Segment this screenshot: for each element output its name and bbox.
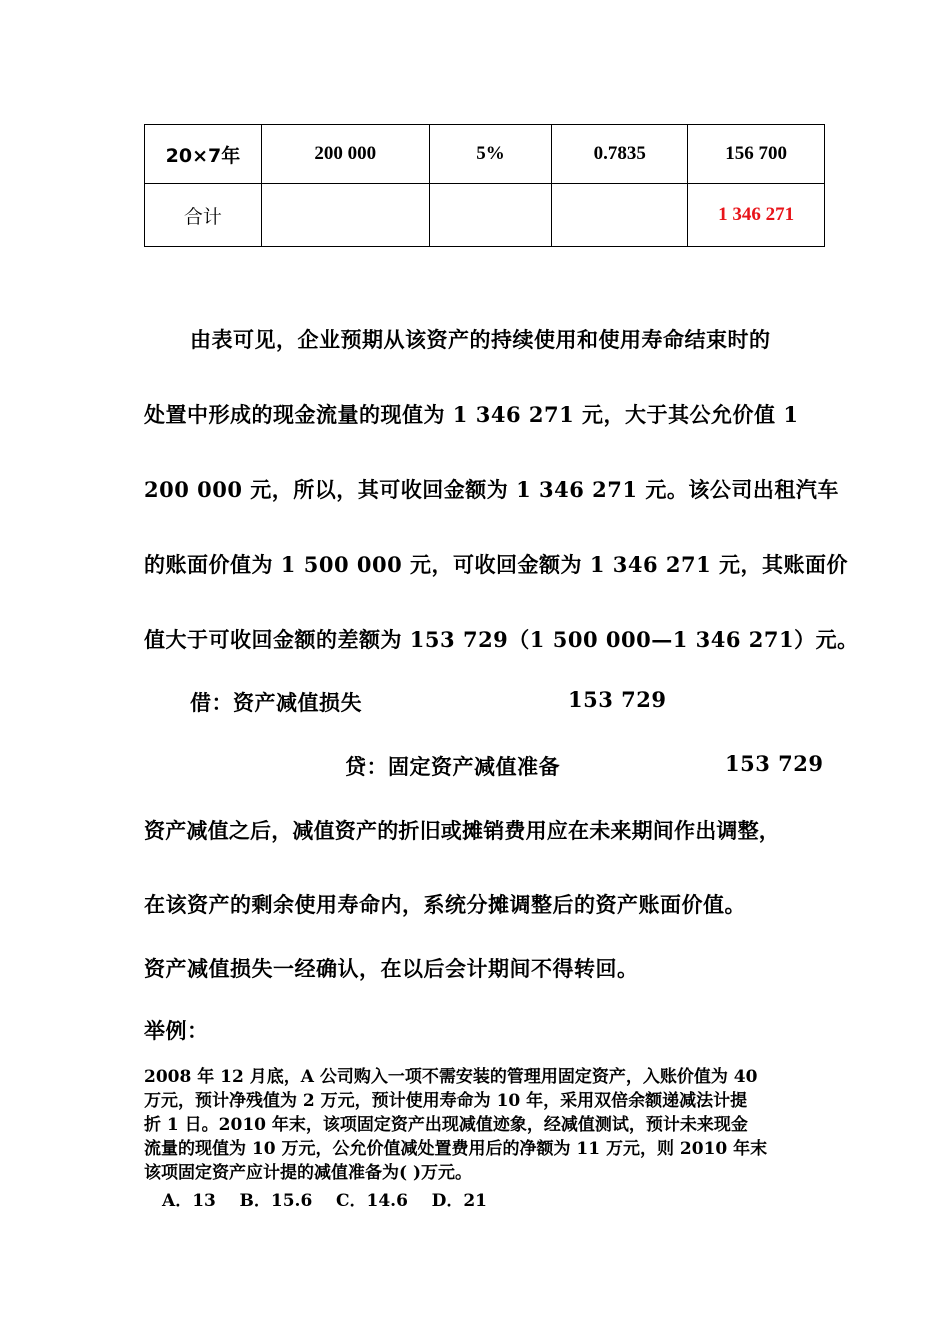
example-heading: 举例： — [144, 1018, 209, 1043]
debit-entry-amount: 153 729 — [568, 687, 667, 712]
factor-cell — [552, 184, 688, 247]
rate-cell: 5% — [429, 125, 552, 184]
paragraph-line: 值大于可收回金额的差额为 153 729（1 500 000—1 346 271）元。 — [144, 627, 859, 652]
example-line: 万元，预计净残值为 2 万元，预计使用寿命为 10 年，采用双倍余额递减法计提 — [144, 1091, 748, 1111]
present-value-table — [144, 124, 825, 247]
paragraph-line: 在该资产的剩余使用寿命内，系统分摊调整后的资产账面价值。 — [144, 892, 746, 917]
total-label-cell: 合计 — [145, 184, 262, 247]
example-line: 2008 年 12 月底，A 公司购入一项不需安装的管理用固定资产，入账价值为 40 — [144, 1067, 758, 1087]
credit-entry-amount: 153 729 — [725, 751, 824, 776]
table-row — [145, 184, 825, 247]
answer-options: A．13 B．15.6 C．14.6 D．21 — [162, 1191, 487, 1211]
paragraph-line: 200 000 元，所以，其可收回金额为 1 346 271 元。该公司出租汽车 — [144, 477, 839, 502]
example-line: 该项固定资产应计提的减值准备为( )万元。 — [144, 1163, 473, 1183]
rate-cell — [429, 184, 552, 247]
debit-entry-label: 借：资产减值损失 — [190, 690, 362, 715]
paragraph-line: 处置中形成的现金流量的现值为 1 346 271 元，大于其公允价值 1 — [144, 402, 799, 427]
total-present-value-cell: 1 346 271 — [688, 184, 825, 247]
cash-flow-cell: 200 000 — [261, 125, 429, 184]
table-row — [145, 125, 825, 184]
factor-cell: 0.7835 — [552, 125, 688, 184]
paragraph-line: 资产减值损失一经确认，在以后会计期间不得转回。 — [144, 956, 639, 981]
paragraph-line: 资产减值之后，减值资产的折旧或摊销费用应在未来期间作出调整， — [144, 818, 780, 843]
credit-entry-label: 贷：固定资产减值准备 — [345, 754, 560, 779]
cash-flow-cell — [261, 184, 429, 247]
paragraph-line: 由表可见，企业预期从该资产的持续使用和使用寿命结束时的 — [190, 327, 771, 352]
paragraph-line: 的账面价值为 1 500 000 元，可收回金额为 1 346 271 元，其账面价 — [144, 552, 849, 577]
example-line: 折 1 日。2010 年末，该项固定资产出现减值迹象，经减值测试，预计未来现金 — [144, 1115, 748, 1135]
year-cell: 20×7年 — [145, 125, 262, 184]
example-line: 流量的现值为 10 万元，公允价值减处置费用后的净额为 11 万元，则 2010 年末 — [144, 1139, 768, 1159]
present-value-cell: 156 700 — [688, 125, 825, 184]
